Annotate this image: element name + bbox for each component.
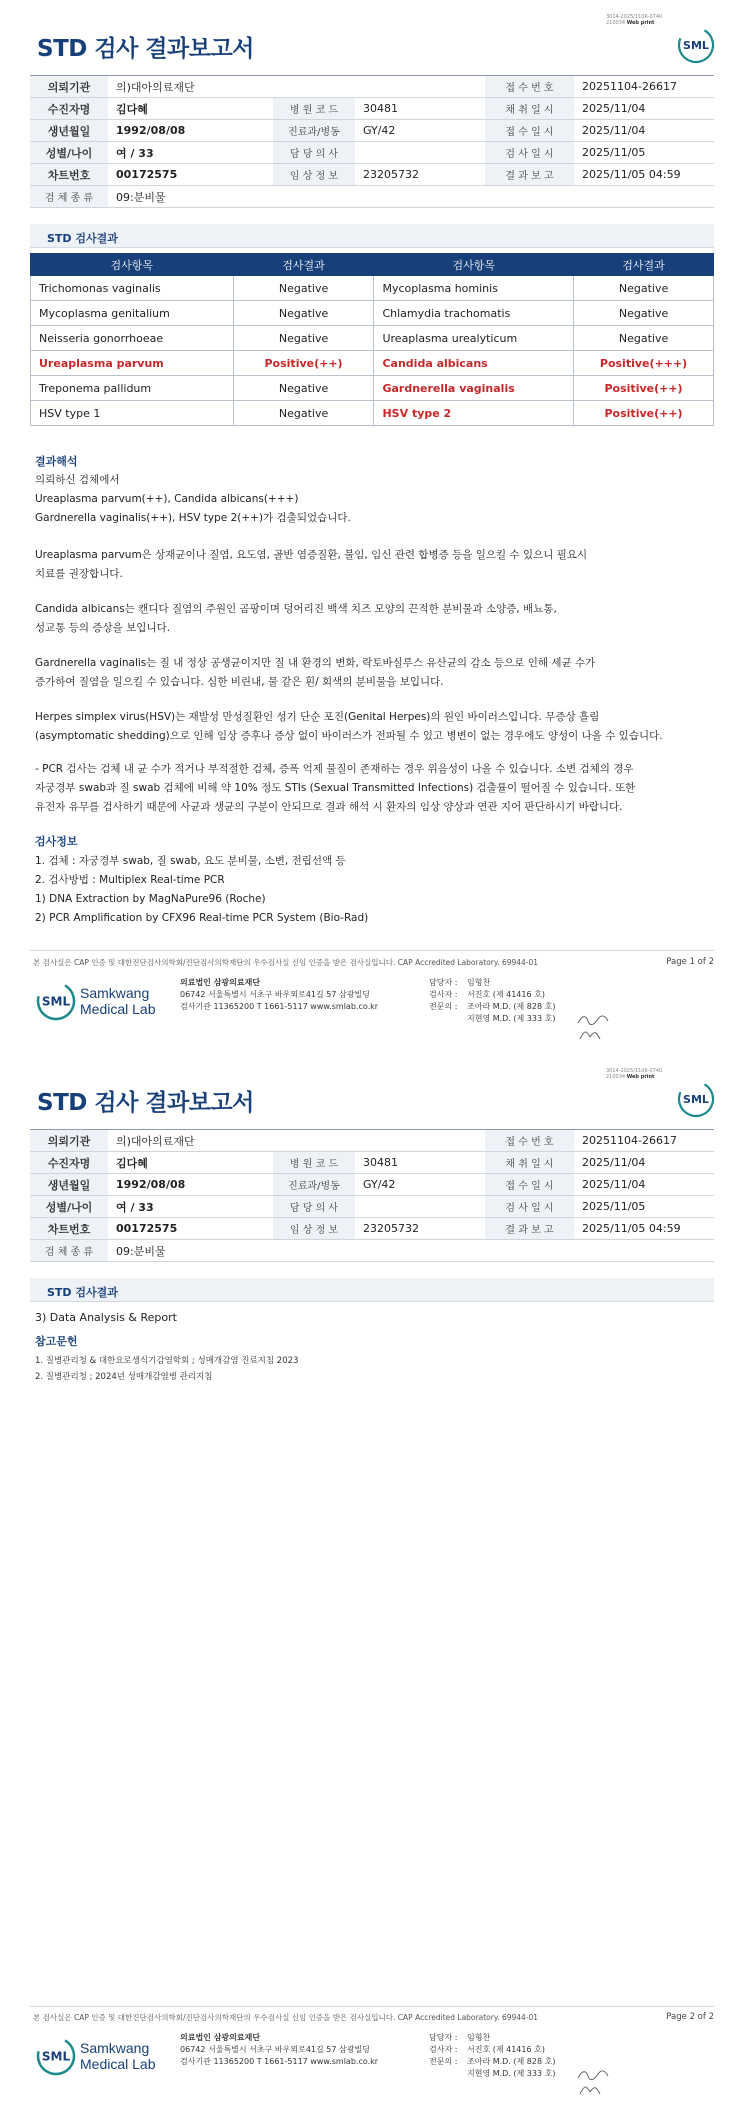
text-line: 1. 검체 : 자궁경부 swab, 질 swab, 요도 분비물, 소변, 전립선액 등 xyxy=(35,855,346,867)
result-value: Positive(++) xyxy=(574,376,714,401)
signer-row xyxy=(429,977,555,989)
lab-name-line1: Samkwang xyxy=(80,2040,150,2056)
text-line: 자궁경부 swab과 질 swab 검체에 비해 약 10% 정도 STIs (Sexual Transmitted Infections) 검출률이 떨어질 수 있습니다. 또한 xyxy=(35,782,636,794)
report-title: STD 검사 결과보고서 xyxy=(37,36,254,62)
lab-logo-text: SML xyxy=(41,2049,71,2064)
text-line: 2) PCR Amplification by CFX96 Real-time PCR System (Bio-Rad) xyxy=(35,912,369,924)
info-row xyxy=(30,186,714,208)
info-label: 수진자명 xyxy=(30,98,108,120)
sml-logo-icon xyxy=(677,1080,715,1118)
info-value: 09:분비물 xyxy=(108,186,714,208)
info-label: 의뢰기관 xyxy=(30,1130,108,1152)
result-value: Negative xyxy=(574,301,714,326)
info-label: 병 원 코 드 xyxy=(273,1152,355,1174)
text-line: 1) DNA Extraction by MagNaPure96 (Roche) xyxy=(35,893,266,905)
column-header: 검사결과 xyxy=(233,254,374,276)
print-code-line1: 3014-2025/1106-0740 xyxy=(606,1068,663,1074)
info-value: 2025/11/04 xyxy=(574,1174,714,1196)
info-row xyxy=(30,98,714,120)
lab-address-block xyxy=(180,977,378,1013)
info-label: 결 과 보 고 xyxy=(485,1218,574,1240)
info-value: 2025/11/05 04:59 xyxy=(574,1218,714,1240)
signer-name: 조아라 M.D. (제 828 호) xyxy=(467,1002,556,1011)
info-value: 20251104-26617 xyxy=(574,1130,714,1152)
info-value: 00172575 xyxy=(108,164,273,186)
signer-name: 지현영 M.D. (제 333 호) xyxy=(467,1014,556,1023)
text-line: Ureaplasma parvum은 상재균이나 질염, 요도염, 골반 염증질환, 불임, 임신 관련 합병증 등을 일으킬 수 있으니 필요시 xyxy=(35,549,588,561)
text-line: Ureaplasma parvum(++), Candida albicans(+++) xyxy=(35,493,299,505)
info-label: 차트번호 xyxy=(30,1218,108,1240)
test-item-name: HSV type 2 xyxy=(374,401,574,426)
section-header-std-results xyxy=(30,1278,714,1302)
test-item-name: Ureaplasma parvum xyxy=(31,351,234,376)
interpretation-gardnerella xyxy=(35,654,715,692)
info-value xyxy=(355,142,485,164)
org-name: 의료법인 삼광의료재단 xyxy=(180,978,261,987)
lab-name-line2: Medical Lab xyxy=(80,2056,156,2072)
signature-mark-icon xyxy=(576,2068,610,2082)
info-value: GY/42 xyxy=(355,120,485,142)
column-header: 검사항목 xyxy=(374,254,574,276)
text-line: Herpes simplex virus(HSV)는 재발성 만성질환인 성기 단순 포진(Genital Herpes)의 원인 바이러스입니다. 무증상 흘림 xyxy=(35,711,600,723)
result-value: Negative xyxy=(574,276,714,301)
page-number: Page 1 of 2 xyxy=(666,957,714,967)
text-line: 2. 검사방법 : Multiplex Real-time PCR xyxy=(35,874,225,886)
web-print-label: Web print xyxy=(626,20,655,26)
info-value: 의)대아의료재단 xyxy=(108,1130,485,1152)
result-value: Negative xyxy=(233,376,374,401)
test-item-name: Gardnerella vaginalis xyxy=(374,376,574,401)
signer-row xyxy=(429,989,555,1001)
lab-logo-text: SML xyxy=(41,994,71,1009)
info-label: 의뢰기관 xyxy=(30,76,108,98)
result-value: Positive(++) xyxy=(574,401,714,426)
info-value: 김다혜 xyxy=(108,1152,273,1174)
sml-logo-icon xyxy=(677,26,715,64)
info-row xyxy=(30,1130,714,1152)
info-label: 병 원 코 드 xyxy=(273,98,355,120)
info-row xyxy=(30,1196,714,1218)
signers-block xyxy=(429,977,555,1025)
text-line: 유전자 유무를 검사하기 때문에 사균과 생균의 구분이 안되므로 결과 해석 시 환자의 임상 양상과 연관 지어 판단하시기 바랍니다. xyxy=(35,801,623,813)
results-row xyxy=(31,401,714,426)
accreditation-note: 본 검사실은 CAP 인증 및 대한진단검사의학회/진단검사의학재단의 우수검사실 신임 인증을 받은 검사실입니다. CAP Accredited Laboratory. 69944-01 xyxy=(33,2013,539,2022)
test-item-name: Chlamydia trachomatis xyxy=(374,301,574,326)
test-info-title: 검사정보 xyxy=(35,835,78,848)
info-label: 접 수 번 호 xyxy=(485,1130,574,1152)
info-row xyxy=(30,1218,714,1240)
info-label: 검 사 일 시 xyxy=(485,142,574,164)
info-label: 접 수 번 호 xyxy=(485,76,574,98)
text-line: 성교통 등의 증상을 보입니다. xyxy=(35,622,171,634)
result-value: Negative xyxy=(233,276,374,301)
info-row xyxy=(30,120,714,142)
footer-divider xyxy=(30,2006,714,2007)
print-code xyxy=(606,14,662,26)
test-item-name: Trichomonas vaginalis xyxy=(31,276,234,301)
info-row xyxy=(30,1174,714,1196)
info-label: 임 상 정 보 xyxy=(273,164,355,186)
test-item-name: Neisseria gonorrhoeae xyxy=(31,326,234,351)
text-line: 치료를 권장합니다. xyxy=(35,568,123,580)
info-value: 김다혜 xyxy=(108,98,273,120)
info-label: 채 취 일 시 xyxy=(485,1152,574,1174)
org-contact: 검사기관 11365200 T 1661-5117 www.smlab.co.kr xyxy=(180,1002,379,1011)
info-value: 2025/11/05 xyxy=(574,142,714,164)
signer-role: 전문의 : xyxy=(429,2057,458,2066)
references-title: 참고문헌 xyxy=(35,1335,78,1348)
info-label: 결 과 보 고 xyxy=(485,164,574,186)
info-value: 2025/11/05 04:59 xyxy=(574,164,714,186)
page-number: Page 2 of 2 xyxy=(666,2012,714,2022)
signer-row xyxy=(429,2044,555,2056)
info-value: 여 / 33 xyxy=(108,1196,273,1218)
accreditation-note: 본 검사실은 CAP 인증 및 대한진단검사의학회/진단검사의학재단의 우수검사실 신임 인증을 받은 검사실입니다. CAP Accredited Laboratory. 69944-01 xyxy=(33,958,539,967)
test-item-name: Mycoplasma genitalium xyxy=(31,301,234,326)
print-code-line2: 210034 xyxy=(606,20,626,26)
info-label: 수진자명 xyxy=(30,1152,108,1174)
signer-role: 검사자 : xyxy=(429,990,458,999)
lab-name-line2: Medical Lab xyxy=(80,1001,156,1017)
org-contact: 검사기관 11365200 T 1661-5117 www.smlab.co.kr xyxy=(180,2057,379,2066)
info-value: 2025/11/04 xyxy=(574,1152,714,1174)
signer-role: 담당자 : xyxy=(429,978,458,987)
section-title: STD 검사결과 xyxy=(47,232,118,245)
result-value: Negative xyxy=(233,401,374,426)
reference-item: 1. 질병관리청 & 대한요로생식기감염학회 ; 성매개감염 진료지침 2023 xyxy=(35,1356,299,1366)
results-row xyxy=(31,326,714,351)
info-value: 23205732 xyxy=(355,164,485,186)
test-info-list xyxy=(35,852,715,928)
result-value: Negative xyxy=(233,326,374,351)
text-line: Gardnerella vaginalis는 질 내 정상 공생균이지만 질 내 환경의 변화, 락토바실루스 유산균의 감소 등으로 인해 세균 수가 xyxy=(35,657,596,669)
interpretation-ureaplasma xyxy=(35,546,715,584)
lab-name-line1: Samkwang xyxy=(80,985,150,1001)
section-header-std-results xyxy=(30,224,714,248)
info-value: 2025/11/04 xyxy=(574,98,714,120)
info-row xyxy=(30,76,714,98)
info-value: 30481 xyxy=(355,98,485,120)
web-print-label: Web print xyxy=(626,1074,655,1080)
info-value: 09:분비물 xyxy=(108,1240,714,1262)
info-value: 00172575 xyxy=(108,1218,273,1240)
signers-block xyxy=(429,2032,555,2080)
signature-mark-icon xyxy=(576,2082,610,2096)
results-row xyxy=(31,376,714,401)
info-value: 의)대아의료재단 xyxy=(108,76,485,98)
info-value xyxy=(355,1196,485,1218)
text-line: 증가하여 질염을 일으킬 수 있습니다. 심한 비린내, 물 같은 흰/ 회색의 분비물을 보입니다. xyxy=(35,676,444,688)
info-value: 2025/11/05 xyxy=(574,1196,714,1218)
signer-role xyxy=(429,2068,467,2080)
test-item-name: Treponema pallidum xyxy=(31,376,234,401)
signer-name: 지현영 M.D. (제 333 호) xyxy=(467,2069,556,2078)
info-row xyxy=(30,1152,714,1174)
result-value: Positive(++) xyxy=(233,351,374,376)
signature-mark-icon xyxy=(576,1013,610,1027)
interpretation-pcr-note xyxy=(35,760,715,817)
results-row xyxy=(31,351,714,376)
signer-row xyxy=(429,1001,555,1013)
info-label: 검 체 종 류 xyxy=(30,1240,108,1262)
signer-row xyxy=(429,2056,555,2068)
interpretation-title: 결과해석 xyxy=(35,455,78,468)
text-line: (asymptomatic shedding)으로 인해 임상 증후나 증상 없이 바이러스가 전파될 수 있고 병변이 없는 경우에도 양성이 나올 수 있습니다. xyxy=(35,730,663,742)
info-label: 임 상 정 보 xyxy=(273,1218,355,1240)
info-value: 1992/08/08 xyxy=(108,120,273,142)
print-code xyxy=(606,1068,662,1080)
info-label: 성별/나이 xyxy=(30,142,108,164)
result-value: Negative xyxy=(574,326,714,351)
info-label: 담 당 의 사 xyxy=(273,142,355,164)
info-label: 생년월일 xyxy=(30,1174,108,1196)
signer-row xyxy=(429,1013,555,1025)
report-page-2 xyxy=(0,1054,744,2104)
text-line: - PCR 검사는 검체 내 균 수가 적거나 부적절한 검체, 증폭 억제 물질이 존재하는 경우 위음성이 나올 수 있습니다. 소변 검체의 경우 xyxy=(35,763,634,775)
info-label: 성별/나이 xyxy=(30,1196,108,1218)
column-header: 검사항목 xyxy=(31,254,234,276)
text-line: Gardnerella vaginalis(++), HSV type 2(++)가 검출되었습니다. xyxy=(35,512,351,524)
info-label: 접 수 일 시 xyxy=(485,120,574,142)
test-item-name: HSV type 1 xyxy=(31,401,234,426)
info-row xyxy=(30,1240,714,1262)
org-name: 의료법인 삼광의료재단 xyxy=(180,2033,261,2042)
signature-mark-icon xyxy=(576,1027,610,1041)
signer-name: 임형찬 xyxy=(467,2033,491,2042)
org-address: 06742 서울특별시 서초구 바우뫼로41길 57 삼광빌딩 xyxy=(180,2045,370,2054)
org-address: 06742 서울특별시 서초구 바우뫼로41길 57 삼광빌딩 xyxy=(180,990,370,999)
info-value: 30481 xyxy=(355,1152,485,1174)
interpretation-candida xyxy=(35,600,715,638)
info-label: 채 취 일 시 xyxy=(485,98,574,120)
info-row xyxy=(30,142,714,164)
footer-divider xyxy=(30,950,714,951)
info-value: 2025/11/04 xyxy=(574,120,714,142)
signer-role: 전문의 : xyxy=(429,1002,458,1011)
signer-role: 검사자 : xyxy=(429,2045,458,2054)
results-header-row xyxy=(31,254,714,276)
results-row xyxy=(31,276,714,301)
info-label: 진료과/병동 xyxy=(273,1174,355,1196)
interpretation-summary xyxy=(35,471,715,528)
patient-info-table xyxy=(30,1129,714,1262)
signer-row xyxy=(429,2068,555,2080)
signer-name: 조아라 M.D. (제 828 호) xyxy=(467,2057,556,2066)
info-label: 차트번호 xyxy=(30,164,108,186)
reference-item: 2. 질병관리청 ; 2024년 성매개감염병 관리지침 xyxy=(35,1372,213,1382)
signer-role xyxy=(429,1013,467,1025)
info-row xyxy=(30,164,714,186)
results-row xyxy=(31,301,714,326)
info-label: 생년월일 xyxy=(30,120,108,142)
samkwang-logo-icon xyxy=(36,977,166,1025)
info-value: 20251104-26617 xyxy=(574,76,714,98)
column-header: 검사결과 xyxy=(574,254,714,276)
info-value: 1992/08/08 xyxy=(108,1174,273,1196)
text-line: Candida albicans는 캔디다 질염의 주원인 곰팡이며 덩어리진 백색 치즈 모양의 끈적한 분비물과 소양증, 배뇨통, xyxy=(35,603,557,615)
signer-name: 서진호 (제 41416 호) xyxy=(467,990,545,999)
info-label: 접 수 일 시 xyxy=(485,1174,574,1196)
info-label: 검 체 종 류 xyxy=(30,186,108,208)
print-code-line1: 3014-2025/1106-0740 xyxy=(606,14,663,20)
lab-address-block xyxy=(180,2032,378,2068)
std-results-table xyxy=(30,253,714,426)
info-value: GY/42 xyxy=(355,1174,485,1196)
test-item-name: Mycoplasma hominis xyxy=(374,276,574,301)
section-title: STD 검사결과 xyxy=(47,1286,118,1299)
test-item-name: Ureaplasma urealyticum xyxy=(374,326,574,351)
test-info-continued: 3) Data Analysis & Report xyxy=(35,1311,177,1324)
signer-name: 서진호 (제 41416 호) xyxy=(467,2045,545,2054)
report-title: STD 검사 결과보고서 xyxy=(37,1090,254,1116)
patient-info-table xyxy=(30,75,714,208)
signer-name: 임형찬 xyxy=(467,978,491,987)
info-value: 23205732 xyxy=(355,1218,485,1240)
samkwang-logo-icon xyxy=(36,2032,166,2080)
print-code-line2: 210034 xyxy=(606,1074,626,1080)
result-value: Negative xyxy=(233,301,374,326)
signer-role: 담당자 : xyxy=(429,2033,458,2042)
signer-row xyxy=(429,2032,555,2044)
test-item-name: Candida albicans xyxy=(374,351,574,376)
info-label: 담 당 의 사 xyxy=(273,1196,355,1218)
info-label: 진료과/병동 xyxy=(273,120,355,142)
sml-logo-text: SML xyxy=(683,1093,709,1106)
info-label: 검 사 일 시 xyxy=(485,1196,574,1218)
interpretation-hsv xyxy=(35,708,715,746)
text-line: 의뢰하신 검체에서 xyxy=(35,474,120,486)
sml-logo-text: SML xyxy=(683,39,709,52)
info-value: 여 / 33 xyxy=(108,142,273,164)
result-value: Positive(+++) xyxy=(574,351,714,376)
